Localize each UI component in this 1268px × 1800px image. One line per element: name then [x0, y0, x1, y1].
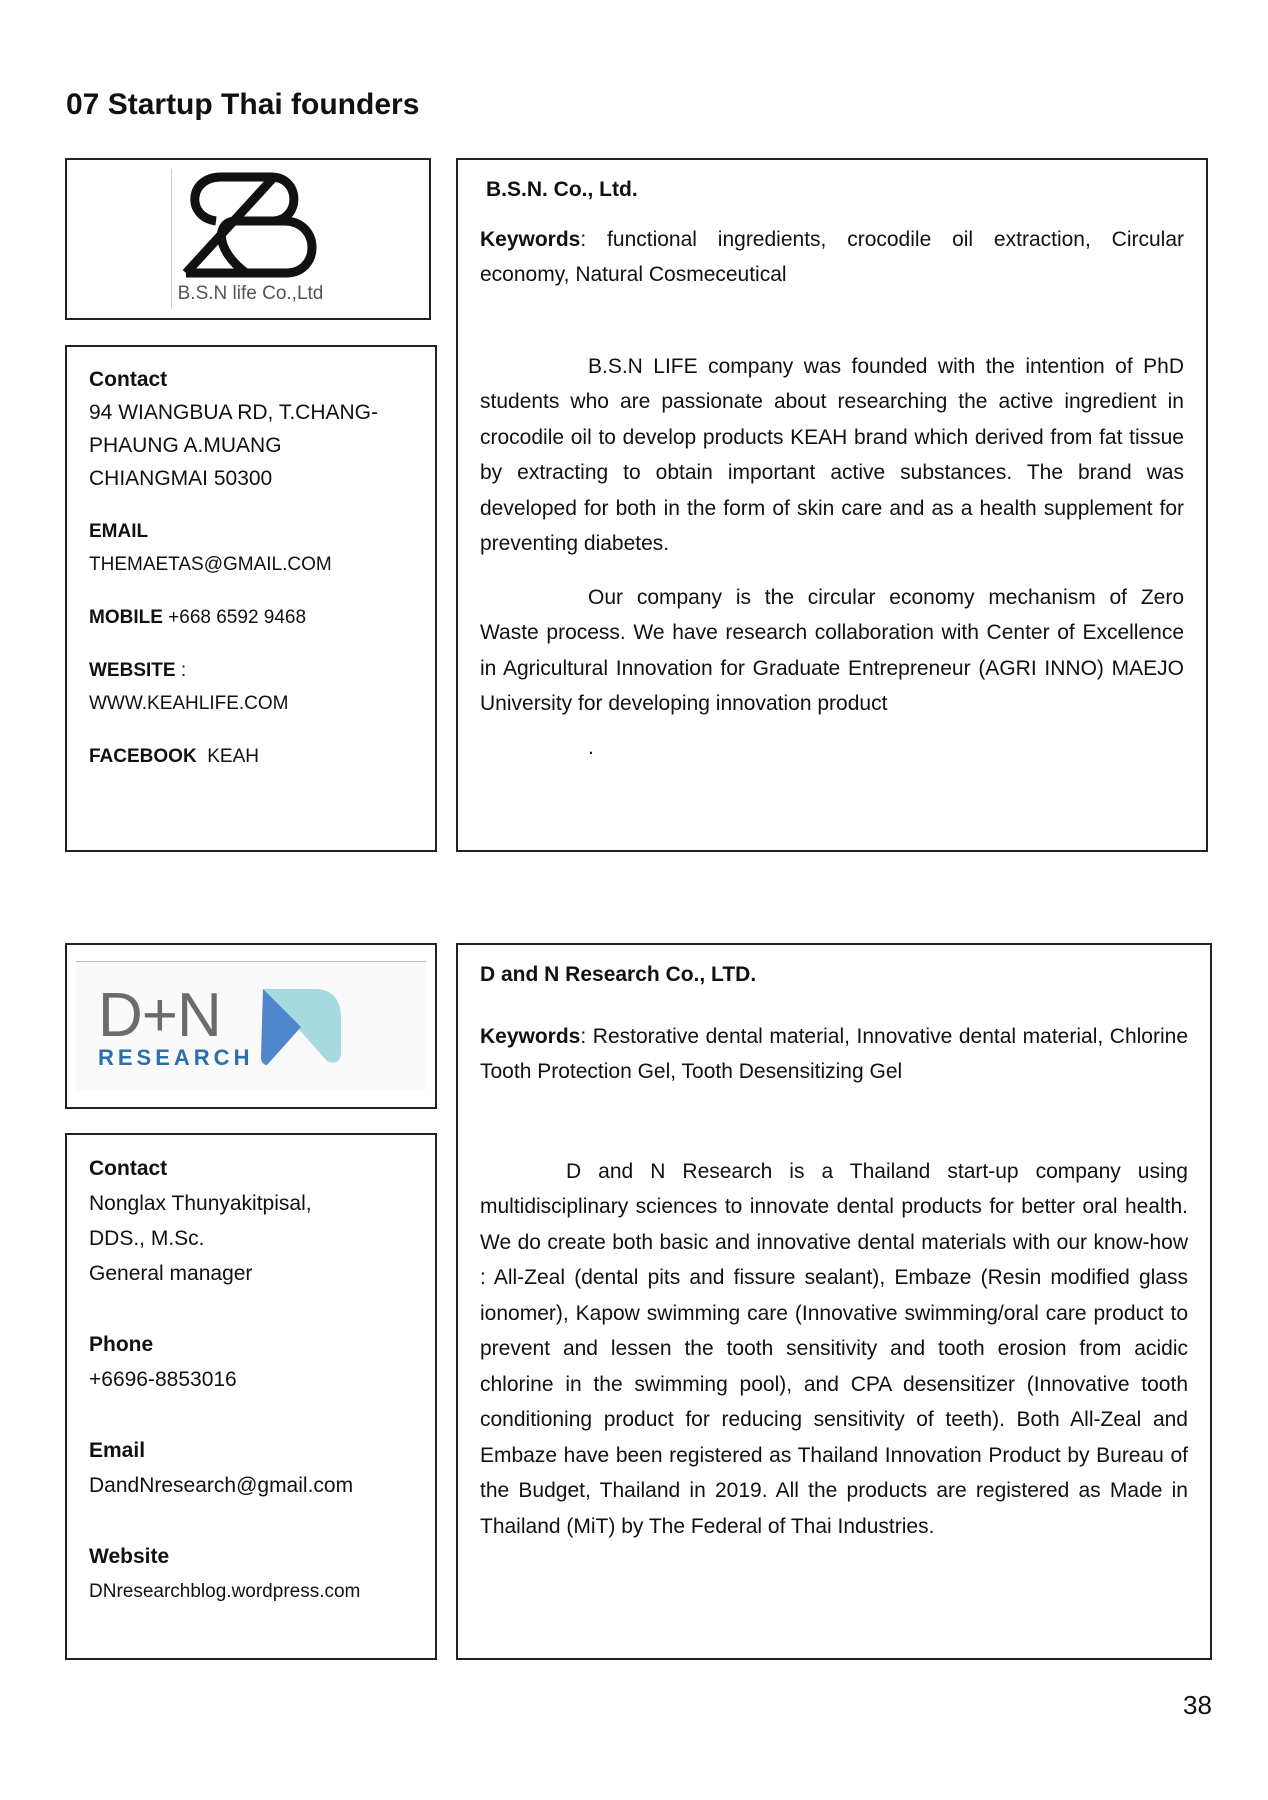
website-separator: :: [175, 660, 187, 681]
dn-logo-box: [65, 943, 437, 1109]
phone-value: +6696-8853016: [89, 1368, 237, 1391]
dn-logo: [76, 961, 426, 1091]
website-label: WEBSITE: [89, 660, 176, 681]
address-line: CHIANGMAI 50300: [89, 467, 273, 490]
keywords-label: Keywords: [480, 1024, 581, 1048]
contact-person-line: General manager: [89, 1262, 253, 1285]
company-name: B.S.N. Co., Ltd.: [486, 178, 638, 201]
dn-description-box: [456, 943, 1212, 1660]
contact-label: Contact: [89, 368, 168, 391]
facebook-label: FACEBOOK: [89, 746, 197, 767]
website-value[interactable]: WWW.KEAHLIFE.COM: [89, 693, 289, 714]
keywords-label: Keywords: [480, 227, 581, 251]
facebook-value: KEAH: [196, 746, 259, 767]
keywords: [480, 1019, 1188, 1090]
keywords: [480, 222, 1184, 293]
description-paragraph: B.S.N LIFE company was founded with the intention of PhD students who are passionate about researching the active ingredient in crocodile oil to develop products KEAH brand which derived from fat tissue by extracting to obtain important active substances. The brand was developed for both in the form of skin care and as a health supplement for preventing diabetes.: [480, 354, 1184, 555]
dn-contact-box: [65, 1133, 437, 1660]
email-value[interactable]: THEMAETAS@GMAIL.COM: [89, 554, 332, 575]
phone-label: Phone: [89, 1333, 154, 1356]
keywords-text: : functional ingredients, crocodile oil extraction, Circular economy, Natural Cosmeceutical: [480, 227, 1184, 286]
page-title: 07 Startup Thai founders: [66, 88, 420, 121]
contact-person-line: DDS., M.Sc.: [89, 1227, 205, 1250]
description-paragraph: Our company is the circular economy mechanism of Zero Waste process. We have research collaboration with Center of Excellence in Agricultural Innovation for Graduate Entrepreneur (AGRI INNO) MAEJO University for developing innovation product: [480, 585, 1184, 715]
email-value[interactable]: DandNresearch@gmail.com: [89, 1474, 354, 1497]
trailing-dot: .: [588, 735, 594, 759]
page-number: 38: [1183, 1690, 1212, 1720]
bsn-description-box: [456, 158, 1208, 852]
website-label: Website: [89, 1545, 170, 1568]
address-line: PHAUNG A.MUANG: [89, 434, 282, 457]
bsn-logo-box: [65, 158, 431, 320]
bsn-logo-icon: [176, 169, 326, 279]
bsn-logo: [171, 169, 326, 309]
bsn-logo-text: B.S.N life Co.,Ltd: [177, 283, 324, 304]
contact-person-line: Nonglax Thunyakitpisal,: [89, 1192, 312, 1215]
keywords-text: : Restorative dental material, Innovative dental material, Chlorine Tooth Protection Gel, Tooth Desensitizing Gel: [480, 1024, 1188, 1083]
mobile-label: MOBILE: [89, 607, 163, 628]
address-line: 94 WIANGBUA RD, T.CHANG-: [89, 401, 378, 424]
bsn-contact-box: [65, 345, 437, 852]
dn-logo-subtext: RESEARCH: [98, 1044, 254, 1070]
website-value[interactable]: DNresearchblog.wordpress.com: [89, 1581, 361, 1602]
contact-label: Contact: [89, 1157, 168, 1180]
mobile-value: +668 6592 9468: [162, 607, 307, 628]
dn-logo-icon: [253, 987, 343, 1067]
email-label: Email: [89, 1439, 146, 1462]
description-paragraph: D and N Research is a Thailand start-up company using multidisciplinary sciences to innovate dental products for better oral health. We do create both basic and innovative dental materials with our know-how : All-Zeal (dental pits and fissure sealant), Embaze (Resin modified glass ionomer), Kapow swimming care (Innovative swimming/oral care product to prevent and lessen the tooth sensitivity and tooth erosion from acidic chlorine in the swimming pool), and CPA desensitizer (Innovative tooth conditioning product for reducing sensitivity of teeth). Both All-Zeal and Embaze have been registered as Thailand Innovation Product by Bureau of the Budget, Thailand in 2019. All the products are registered as Made in Thailand (MiT) by The Federal of Thai Industries.: [480, 1159, 1188, 1538]
company-name: D and N Research Co., LTD.: [480, 963, 757, 986]
dn-logo-text: D+N: [98, 980, 221, 1050]
email-label: EMAIL: [89, 521, 149, 542]
